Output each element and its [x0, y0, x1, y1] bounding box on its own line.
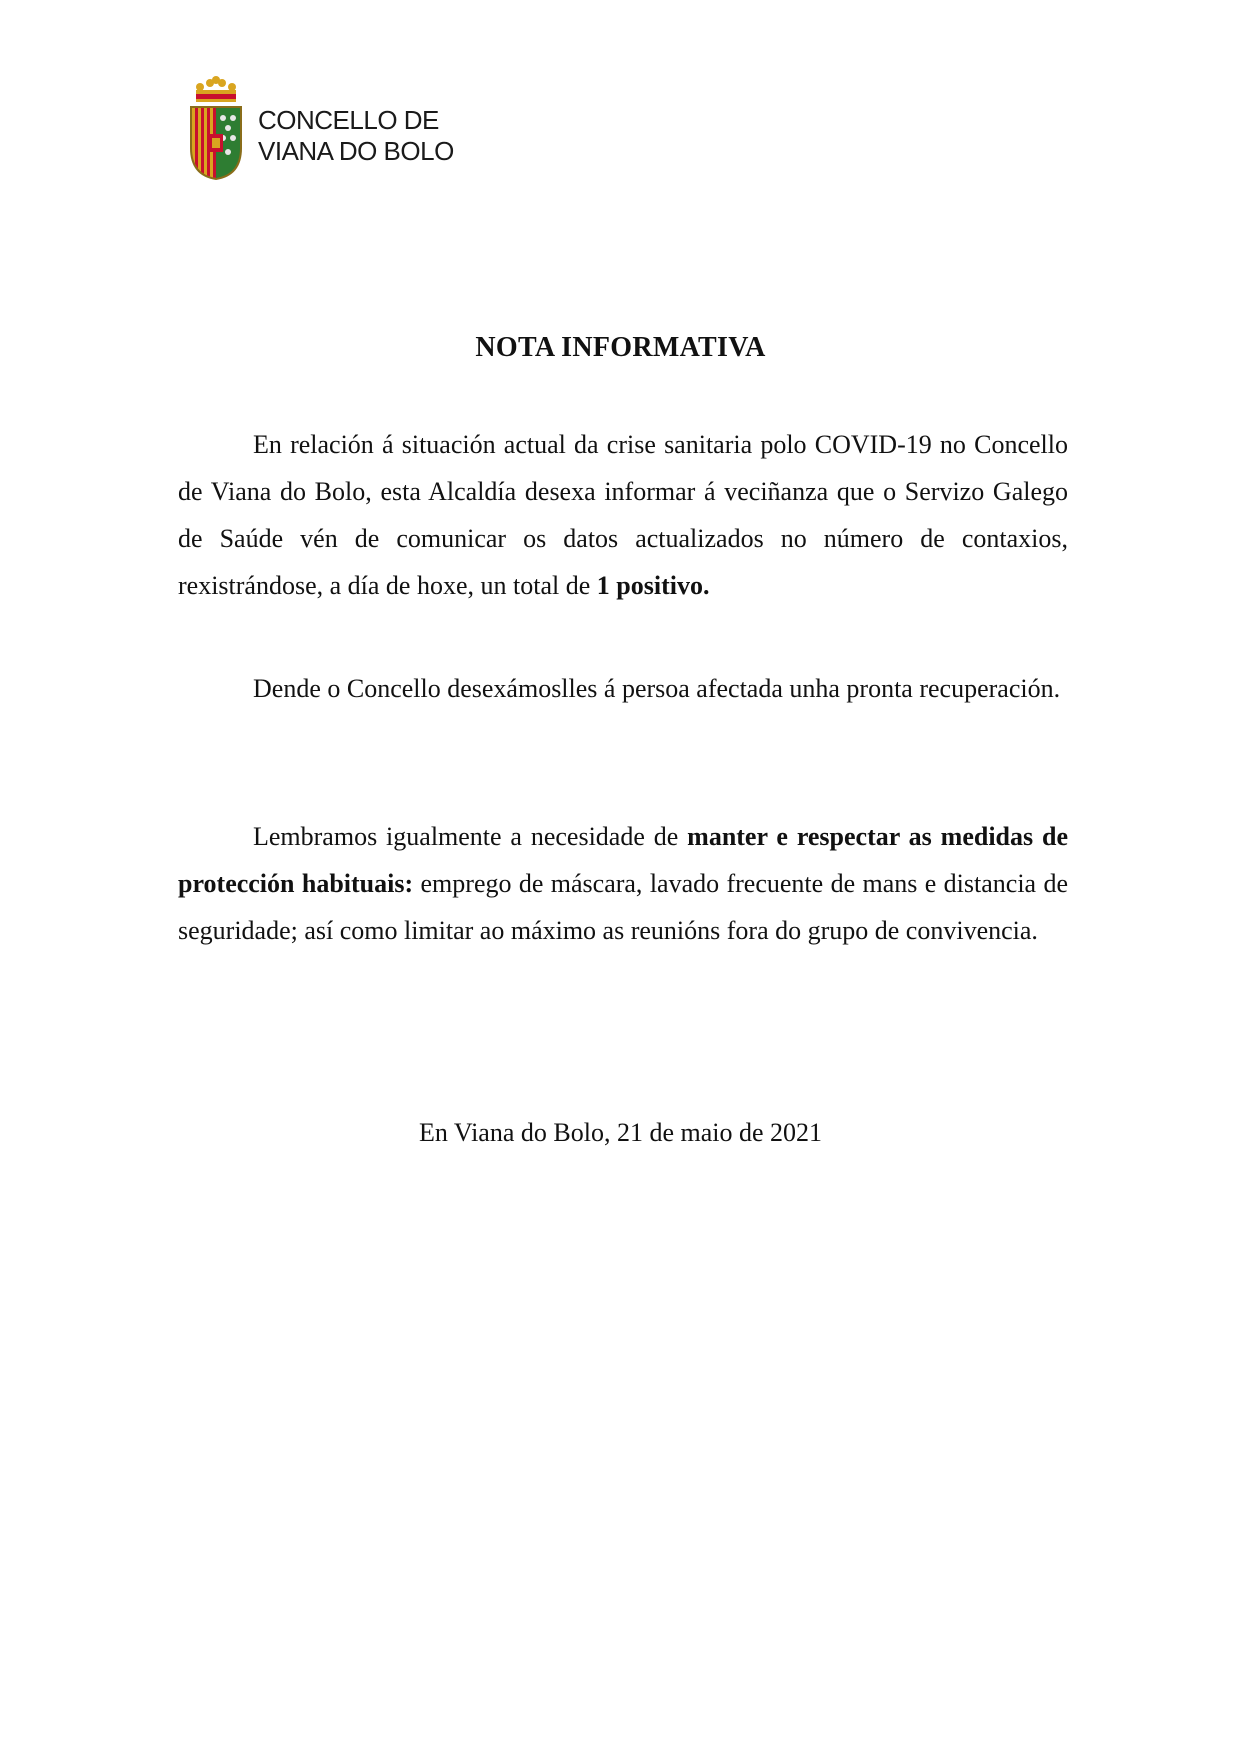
- paragraph-protection-measures: [178, 813, 1068, 954]
- municipality-name: [258, 91, 454, 167]
- logo-line-1: CONCELLO DE: [258, 105, 439, 135]
- paragraph-covid-update: [178, 421, 1068, 609]
- letterhead: [186, 76, 454, 182]
- protection-measures-emphasis: manter e respectar as medidas de protección habituais:: [178, 822, 1068, 898]
- paragraph-2-text: Dende o Concello desexámoslles á persoa afectada unha pronta recuperación.: [253, 674, 1061, 703]
- paragraph-3-details: emprego de máscara, lavado frecuente de mans e distancia de seguridade; así como limitar ao máximo as reunións fora do grupo de convivencia.: [178, 869, 1068, 945]
- paragraph-1-text: En relación á situación actual da crise sanitaria polo COVID-19 no Concello de Viana do Bolo, esta Alcaldía desexa informar á veciñanza que o Servizo Galego de Saúde vén de comunicar os datos actualizados no número de contaxios, rexistrándose, a día de hoxe, un total de: [178, 430, 1068, 600]
- positive-count: 1 positivo.: [596, 571, 710, 600]
- coat-of-arms-icon: [186, 76, 246, 182]
- paragraph-3-intro: Lembramos igualmente a necesidade de: [253, 822, 688, 851]
- date-line: En Viana do Bolo, 21 de maio de 2021: [418, 1118, 823, 1147]
- document-title: NOTA INFORMATIVA: [475, 332, 766, 363]
- logo-line-2: VIANA DO BOLO: [258, 136, 454, 166]
- paragraph-recovery-wish: [178, 665, 1068, 712]
